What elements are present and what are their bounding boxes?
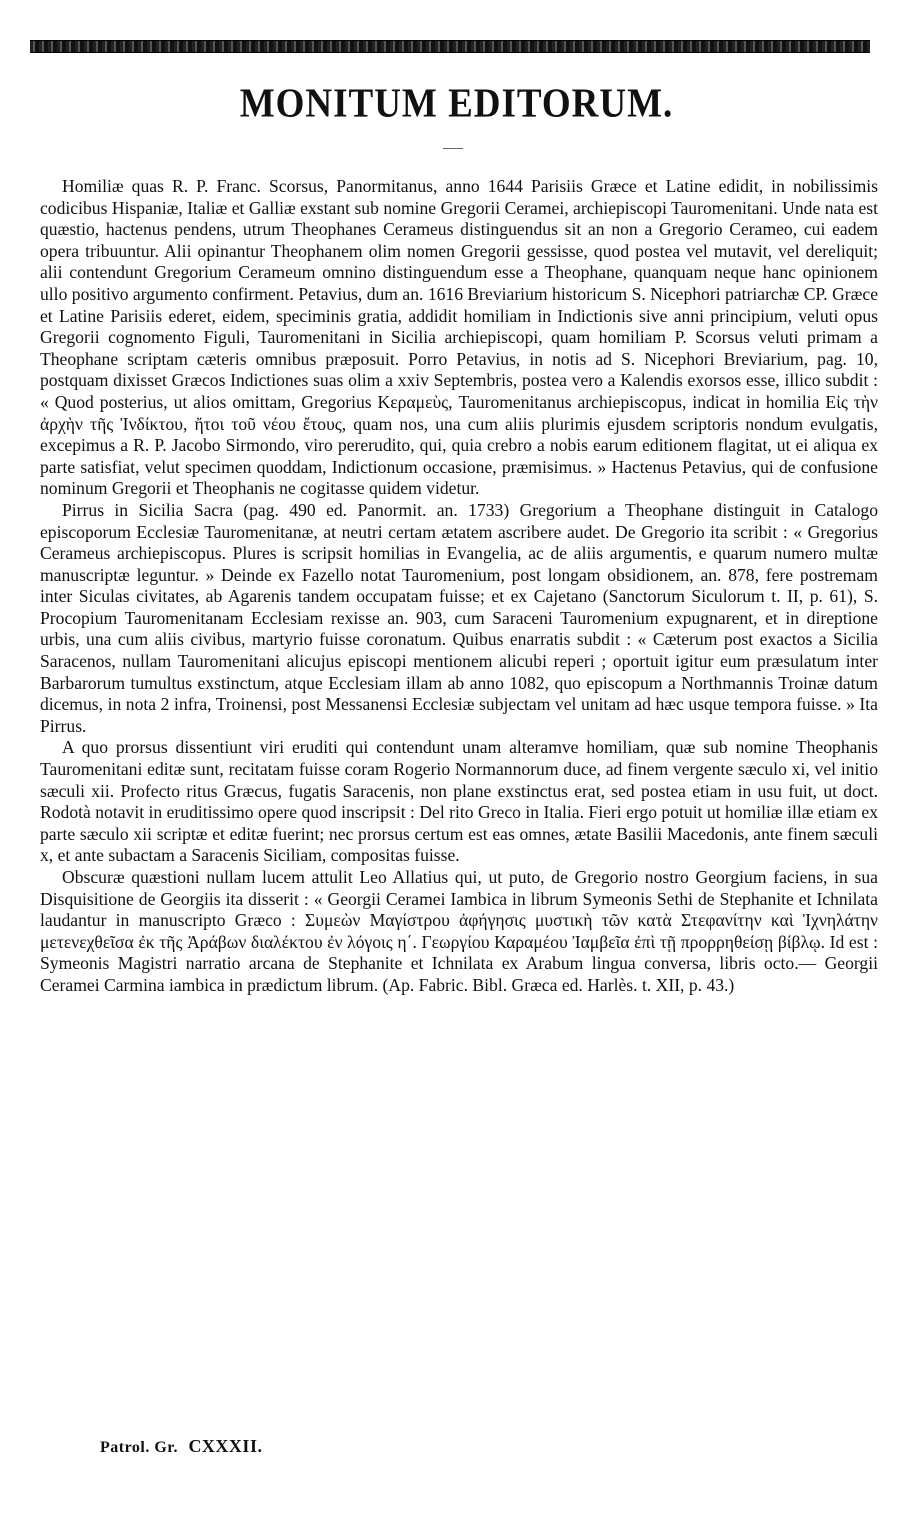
paragraph-1: Homiliæ quas R. P. Franc. Scorsus, Panormitanus, anno 1644 Parisiis Græce et Latine edidit, in nobilissimis codicibus Hispaniæ, Italiæ et Galliæ exstant sub nomine Gregorii Ceramei, archiepiscopi Tauromenitani. Unde nata est quæstio, hactenus pendens, utrum Theophanes Cerameus distinguendus sit an non a Gregorio Cerameo, cui eadem opera tribuuntur. Alii opinantur Theophanem olim nomen Gregorii gessisse, quod postea vel mutavit, vel dereliquit; alii contendunt Gregorium Cerameum omnino distinguendum esse a Theophane, quanquam neque hanc opinionem ullo positivo argumento confirment. Petavius, dum an. 1616 Breviarium historicum S. Nicephori patriarchæ CP. Græce et Latine Parisiis ederet, eidem, speciminis gratia, addidit homiliam in Indictionis sive anni principium, veluti opus Gregorii cognomento Figuli, Tauromenitani in Sicilia archiepiscopi, quam homiliam P. Scorsus veluti primam a Theophane scriptam cæteris omnibus præposuit. Porro Petavius, in notis ad S. Nicephori Breviarium, pag. 10, postquam dixisset Græcos Indictiones suas olim a xxiv Septembris, postea vero a Kalendis exorsos esse, illico subdit : « Quod posterius, ut alios omittam, Gregorius Κεραμεὺς, Tauromenitanus archiepiscopus, indicat in homilia Εἰς τὴν ἀρχὴν τῆς Ἰνδίκτου, ἤτοι τοῦ νέου ἔτους, quam nos, una cum aliis plurimis ejusdem scriptoris nondum evulgatis, excepimus a R. P. Jacobo Sirmondo, viro pererudito, qui, quia crebro a nobis earum editionem flagitat, ut ei aliqua ex parte satisfiat, velut specimen quoddam, Indictionum occasione, præmisimus. » Hactenus Petavius, qui de confusione nominum Gregorii et Theophanis ne cogitasse quidem videtur.: [40, 176, 878, 499]
document-body: [40, 176, 878, 997]
paragraph-2: Pirrus in Sicilia Sacra (pag. 490 ed. Panormit. an. 1733) Gregorium a Theophane distinguit in Catalogo episcoporum Ecclesiæ Tauromenitanæ, at neutri certam ætatem ascribere audet. De Gregorio ita scribit : « Gregorius Cerameus archiepiscopus. Plures is scripsit homilias in Evangelia, ac de aliis argumentis, e quarum numero multæ manuscriptæ leguntur. » Deinde ex Fazello notat Tauromenium, post longam obsidionem, an. 878, fere postremam inter Siculas civitates, ab Agarenis tandem occupatam fuisse; et ex Cajetano (Sanctorum Siculorum t. II, p. 61), S. Procopium Tauromenitanam Ecclesiam rexisse an. 903, cum Saraceni Tauromenium expugnarent, et in direptione urbis, una cum aliis civibus, martyrio fuisse coronatum. Quibus enarratis subdit : « Cæterum post exactos a Sicilia Saracenos, nullam Tauromenitani alicujus episcopi mentionem alicubi reperi ; oportuit igitur eum præsulatum inter Barbarorum tumultus exstinctum, atque Ecclesiam illam ab anno 1082, quo episcopum a Northmannis Troinæ datum dicemus, in nota 2 infra, Troinensi, post Messanensi Ecclesiæ subjectam vel unitam ad hæc usque tempora fuisse. » Ita Pirrus.: [40, 499, 878, 736]
signature-volume: CXXXII.: [188, 1436, 263, 1456]
volume-signature: [100, 1436, 262, 1457]
paragraph-3: A quo prorsus dissentiunt viri eruditi qui contendunt unam alteramve homiliam, quæ sub nomine Theophanis Tauromenitani editæ sunt, recitatam fuisse coram Rogerio Normannorum duce, ad finem vergente sæculo xi, vel initio sæculi xii. Profecto ritus Græcus, fugatis Saracenis, non plane exstinctus erat, sed postea etiam in usu fuit, ut doct. Rodotà notavit in eruditissimo opere quod inscripsit : Del rito Greco in Italia. Fieri ergo potuit ut homiliæ illæ etiam ex parte sæculo xii scriptæ et editæ fuerint; nec prorsus certum est eas omnes, ætate Basilii Macedonis, ante finem sæculi x, et ante subactam a Saracenis Siciliam, compositas fuisse.: [40, 737, 878, 866]
header-rule: [30, 40, 870, 53]
page-title: MONITUM EDITORUM.: [239, 80, 674, 127]
signature-label: Patrol. Gr.: [100, 1439, 178, 1456]
title-ornament: [443, 148, 463, 149]
paragraph-4: Obscuræ quæstioni nullam lucem attulit Leo Allatius qui, ut puto, de Gregorio nostro Georgium faciens, in sua Disquisitione de Georgiis ita disserit : « Georgii Ceramei Iambica in librum Symeonis Sethi de Stephanite et Ichnilata laudantur in manuscripto Græco : Συμεὼν Μαγίστρου ἀφήγησις μυστικὴ τῶν κατὰ Στεφανίτην καὶ Ἰχνηλάτην μετενεχθεῖσα ἐκ τῆς Ἀράβων διαλέκτου ἐν λόγοις η΄. Γεωργίου Καραμέου Ἰαμβεῖα ἐπὶ τῇ προρρηθείσῃ βίβλῳ. Id est : Symeonis Magistri narratio arcana de Stephanite et Ichnilata ex Arabum lingua conversa, libris octo.— Georgii Ceramei Carmina iambica in prædictum librum. (Ap. Fabric. Bibl. Græca ed. Harlès. t. XII, p. 43.): [40, 867, 878, 995]
